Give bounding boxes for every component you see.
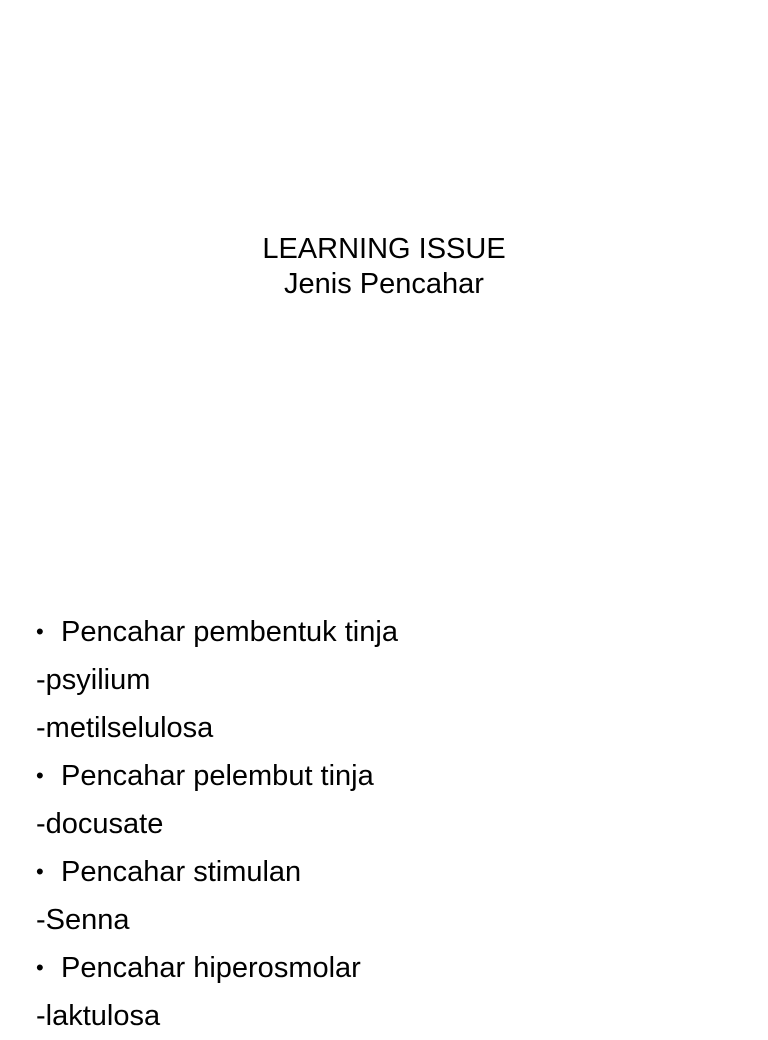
bullet-item-stimulant	[36, 848, 736, 896]
bullet-icon: •	[36, 859, 44, 884]
bullet-icon: •	[36, 619, 44, 644]
sub-item: -Senna	[36, 904, 130, 936]
bullet-icon: •	[36, 955, 44, 980]
bullet-item-text: Pencahar pembentuk tinja	[61, 616, 398, 648]
sub-item: -metilselulosa	[36, 712, 214, 744]
title-subheading: Jenis Pencahar	[284, 268, 484, 300]
sub-item: -laktulosa	[36, 1000, 161, 1032]
slide-title	[0, 232, 768, 302]
sub-item: -docusate	[36, 808, 164, 840]
bullet-item-hyperosmolar	[36, 944, 736, 992]
bullet-item-text: Pencahar stimulan	[61, 856, 302, 888]
sub-item: -psyilium	[36, 664, 151, 696]
title-heading: LEARNING ISSUE	[262, 233, 506, 265]
laxative-list	[36, 608, 736, 1040]
bullet-item-text: Pencahar hiperosmolar	[61, 952, 361, 984]
bullet-icon: •	[36, 763, 44, 788]
bullet-item-text: Pencahar pelembut tinja	[61, 760, 374, 792]
bullet-item-stool-softener	[36, 752, 736, 800]
bullet-item-bulk-forming	[36, 608, 736, 656]
